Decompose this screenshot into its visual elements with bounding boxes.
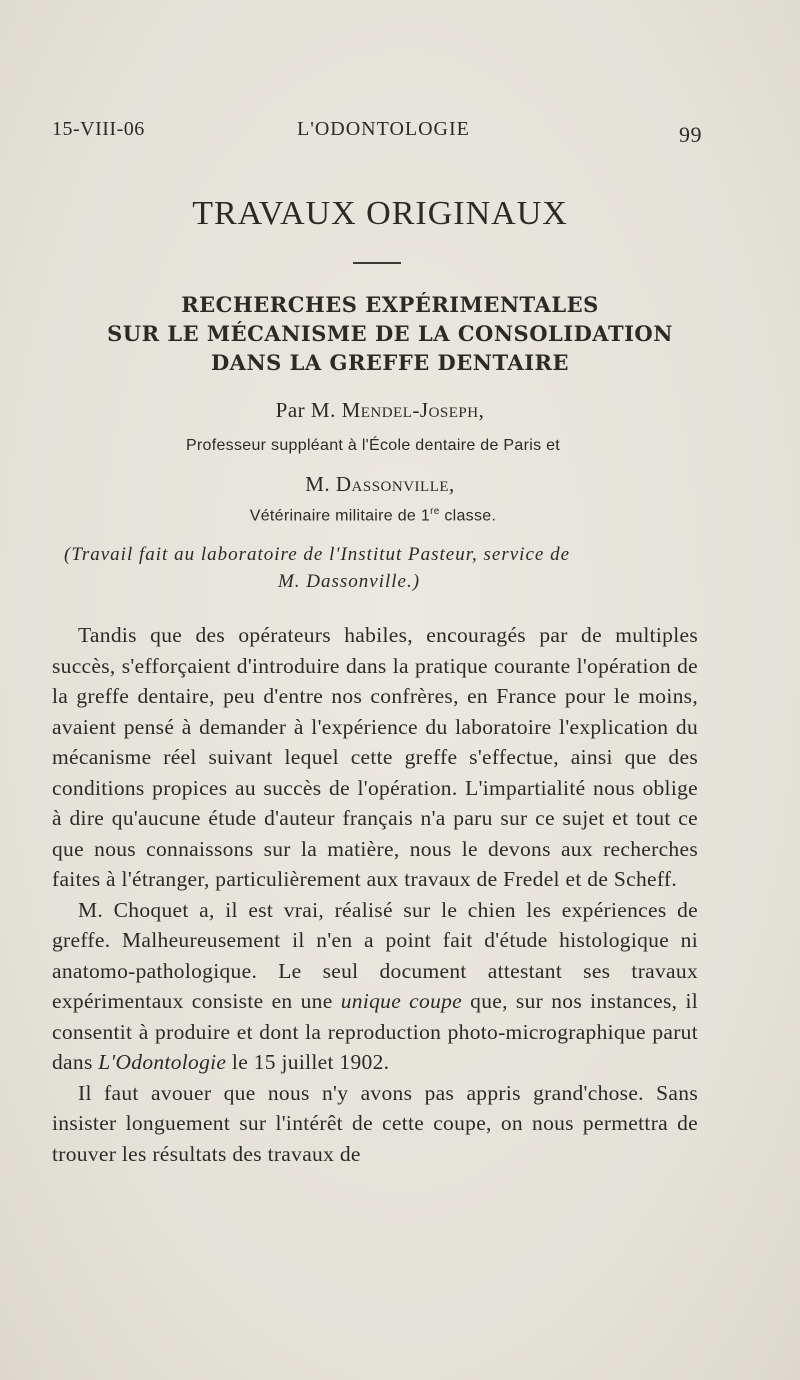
title-divider (353, 262, 401, 264)
author-2-byline (0, 472, 760, 497)
paragraph-1: Tandis que des opérateurs habiles, encouragés par de multiples succès, s'efforçaient d'introduire dans la pratique courante l'opération de la greffe dentaire, peu d'entre nos confrères, en France pour le moins, avaient pensé à demander à l'expérience du laboratoire l'explication du mécanisme réel suivant lequel cette greffe s'effectue, ainsi que des conditions propices au succès de l'opération. L'impartialité nous oblige à dire qu'aucune étude d'auteur français n'a paru sur ce sujet et tout ce que nous connaissons sur la matière, nous le devons aux recherches faites à l'étranger, particulièrement aux travaux de Fredel et de Scheff. (52, 623, 698, 891)
issue-date: 15-VIII-06 (52, 118, 145, 140)
author-2-affiliation-text: Vétérinaire militaire de 1 (249, 507, 431, 525)
author-2-affiliation-end: classe. (439, 507, 497, 525)
page-number: 99 (679, 122, 702, 147)
journal-reference: L'Odontologie (98, 1050, 227, 1074)
paragraph-2 (52, 895, 698, 1078)
article-title-line: SUR LE MÉCANISME DE LA CONSOLIDATION (107, 321, 673, 346)
emphasis-unique-coupe: unique coupe (340, 989, 463, 1013)
ordinal-superscript: re (430, 506, 440, 517)
author-1-affiliation: Professeur suppléant à l'École dentaire de Paris et (185, 437, 561, 454)
paragraph-3: Il faut avouer que nous n'y avons pas appris grand'chose. Sans insister longuement sur l'intérêt de cette coupe, on nous permettra de trouver les résultats des travaux de (52, 1080, 698, 1166)
article-title-line: RECHERCHES EXPÉRIMENTALES (181, 292, 599, 317)
lab-note-line-2: M. Dassonville.) (277, 571, 421, 592)
journal-name: L'ODONTOLOGIE (297, 118, 470, 140)
author-1-byline (0, 398, 760, 423)
lab-note-line-1: (Travail fait au laboratoire de l'Institut Pasteur, service de (64, 544, 571, 565)
article-title (40, 290, 740, 377)
lab-note (64, 541, 704, 595)
paragraph-2-text-c: le 15 juillet 1902. (226, 1050, 390, 1074)
author-2-prefix: M. (305, 472, 331, 496)
author-2-affiliation (0, 506, 746, 525)
running-head (52, 118, 702, 148)
section-title: TRAVAUX ORIGINAUX (192, 195, 568, 232)
paragraph-2-text-b: que, sur nos instances, il consentit à produire et dont la reproduction photo-micrographique parut dans (52, 989, 699, 1074)
author-2-name: Dassonville, (335, 472, 455, 496)
author-1-name: Mendel-Joseph, (341, 398, 485, 422)
article-title-line: DANS LA GREFFE DENTAIRE (210, 350, 570, 375)
article-body (52, 620, 698, 1169)
paragraph-2-text-a: M. Choquet a, il est vrai, réalisé sur le chien les expériences de greffe. Malheureusement il n'en a point fait d'étude histologique ni anatomo-pathologique. Le seul document attestant ses travaux expérimentaux consiste en une (52, 897, 698, 1013)
author-1-prefix: Par M. (275, 398, 336, 422)
